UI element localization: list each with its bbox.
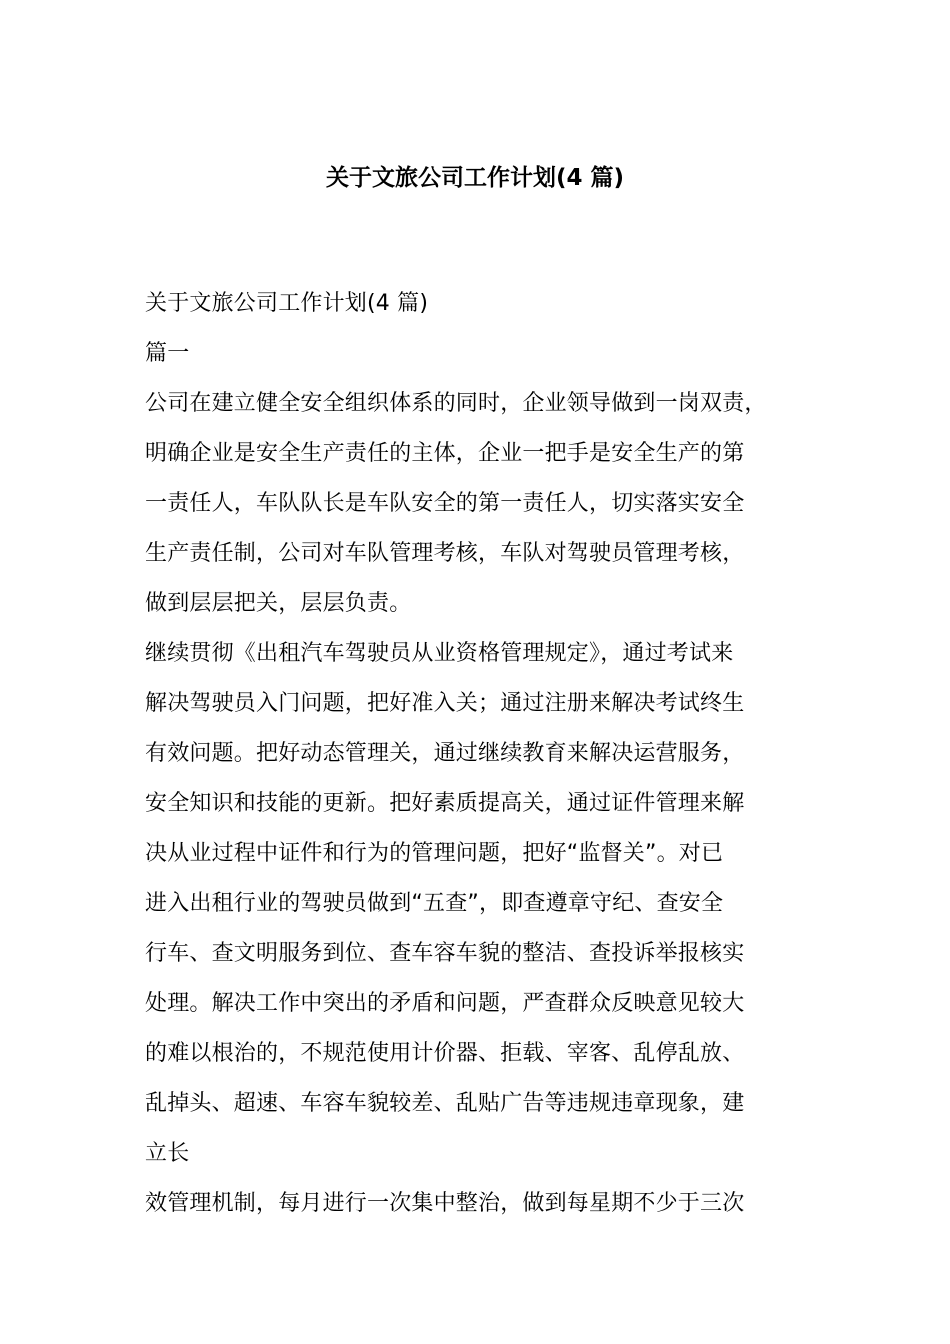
body-line: 关于文旅公司工作计划(4 篇) (145, 291, 429, 316)
body-line: 解决驾驶员入门问题，把好准入关；通过注册来解决考试终生 (145, 691, 745, 716)
body-line: 乱掉头、超速、车容车貌较差、乱贴广告等违规违章现象，建 (145, 1091, 745, 1116)
body-line: 行车、查文明服务到位、查车容车貌的整洁、查投诉举报核实 (145, 941, 745, 966)
body-line: 决从业过程中证件和行为的管理问题，把好“监督关”。对已 (145, 841, 724, 866)
body-line: 公司在建立健全安全组织体系的同时，企业领导做到一岗双责， (145, 391, 767, 416)
body-line: 安全知识和技能的更新。把好素质提高关，通过证件管理来解 (145, 791, 745, 816)
body-line: 立长 (145, 1141, 190, 1166)
body-line: 处理。解决工作中突出的矛盾和问题，严查群众反映意见较大 (145, 991, 745, 1016)
body-line: 进入出租行业的驾驶员做到“五查”，即查遵章守纪、查安全 (145, 891, 724, 916)
body-line: 篇一 (145, 341, 190, 366)
body-line: 效管理机制，每月进行一次集中整治，做到每星期不少于三次 (145, 1191, 745, 1216)
body-line: 一责任人，车队队长是车队安全的第一责任人，切实落实安全 (145, 491, 745, 516)
body-line: 有效问题。把好动态管理关，通过继续教育来解决运营服务， (145, 741, 745, 766)
body-line: 明确企业是安全生产责任的主体，企业一把手是安全生产的第 (145, 441, 745, 466)
document-title: 关于文旅公司工作计划(4 篇) (325, 165, 625, 191)
document-body (145, 279, 815, 1229)
body-line: 的难以根治的，不规范使用计价器、拒载、宰客、乱停乱放、 (145, 1041, 745, 1066)
body-line: 继续贯彻《出租汽车驾驶员从业资格管理规定》，通过考试来 (145, 641, 734, 666)
body-line: 生产责任制，公司对车队管理考核，车队对驾驶员管理考核， (145, 541, 745, 566)
body-line: 做到层层把关，层层负责。 (145, 591, 412, 616)
